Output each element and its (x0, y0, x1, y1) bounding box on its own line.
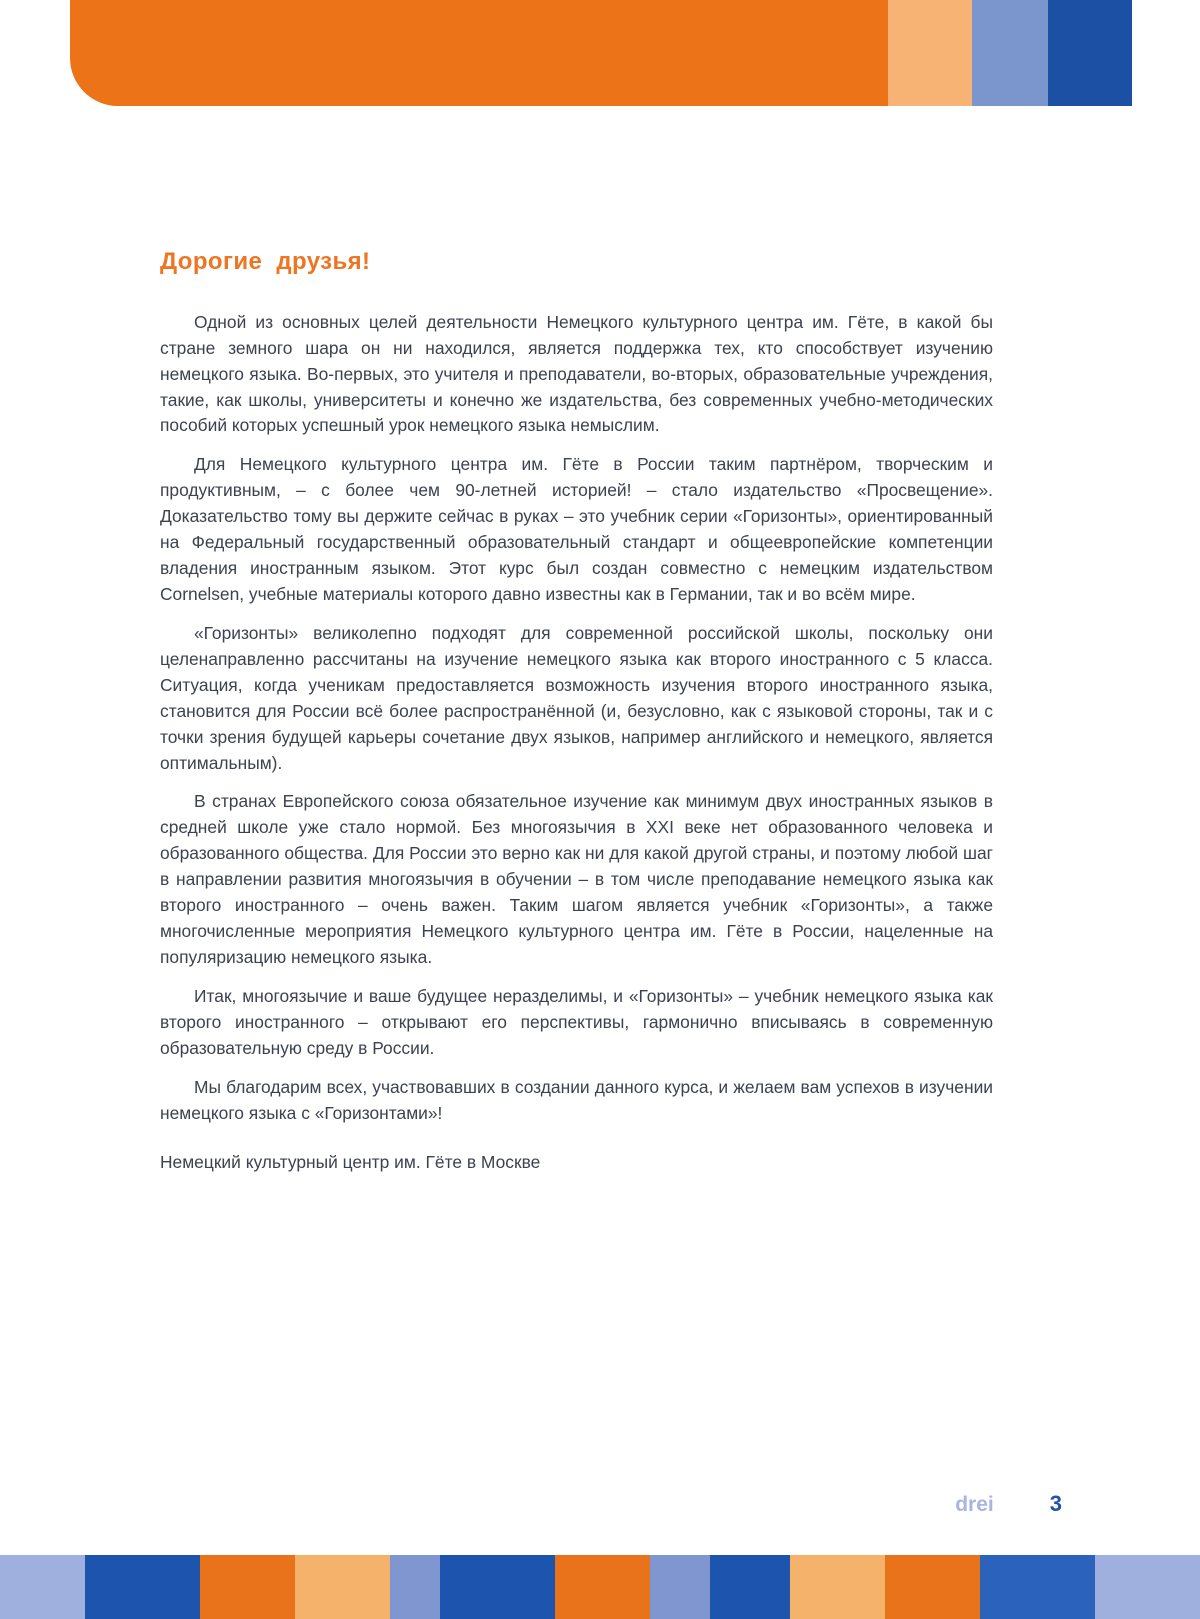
strip-block-13 (1095, 1555, 1200, 1619)
strip-block-8 (650, 1555, 710, 1619)
page-number: 3 (1049, 1491, 1062, 1516)
strip-block-5 (390, 1555, 440, 1619)
footer-color-strip (0, 1555, 1200, 1619)
strip-block-11 (885, 1555, 980, 1619)
strip-block-3 (200, 1555, 295, 1619)
page-number-word: drei (955, 1493, 994, 1516)
paragraph-4: В странах Европейского союза обязательное изучение как минимум двух иностранных языков в средней школе уже стало нормой. Без многоязычия в XXI веке нет образованного человека и образованного общества. Для России это верно как ни для какой другой страны, и поэтому любой шаг в направлении развития многоязычия в обучении – в том числе преподавание немецкого языка как второго иностранного – очень важен. Таким шагом является учебник «Горизонты», а также многочисленные мероприятия Немецкого культурного центра им. Гёте в России, нацеленные на популяризацию немецкого языка. (160, 791, 993, 967)
strip-block-6 (440, 1555, 555, 1619)
strip-block-4 (295, 1555, 390, 1619)
page-title: Дорогие друзья! (160, 248, 371, 275)
header-block-dark-blue (1048, 0, 1132, 106)
strip-block-10 (790, 1555, 885, 1619)
strip-block-7 (555, 1555, 650, 1619)
paragraph-5: Итак, многоязычие и ваше будущее неразделимы, и «Горизонты» – учебник немецкого языка как второго иностранного – открывают его перспективы, гармонично вписываясь в современную образовательную среду в России. (160, 985, 993, 1058)
paragraph-2: Для Немецкого культурного центра им. Гёте в России таким партнёром, творческим и продуктивным, – с более чем 90-летней историей! – стало издательство «Просвещение». Доказательство тому вы держите сейчас в руках – это учебник серии «Горизонты», ориентированный на Федеральный государственный образовательный стандарт и общеевропейские компетенции владения иностранным языком. Этот курс был создан совместно с немецким издательством Cornelsen, учебные материалы которого давно известны как в Германии, так и во всём мире. (160, 454, 993, 604)
closing-line: Немецкий культурный центр им. Гёте в Москве (160, 1152, 541, 1173)
header-block-light-orange (888, 0, 972, 106)
strip-block-1 (0, 1555, 85, 1619)
strip-block-2 (85, 1555, 200, 1619)
paragraph-1: Одной из основных целей деятельности Немецкого культурного центра им. Гёте, в какой бы стране земного шара он ни находился, является поддержка тех, кто способствует изучению немецкого языка. Во-первых, это учителя и преподаватели, во-вторых, образовательные учреждения, такие, как школы, университеты и конечно же издательства, без современных учебно-методических пособий которых успешный урок немецкого языка немыслим. (160, 311, 993, 436)
paragraph-3: «Горизонты» великолепно подходят для современной российской школы, поскольку они целенаправленно рассчитаны на изучение немецкого языка как второго иностранного с 5 класса. Ситуация, когда ученикам предоставляется возможность изучения второго иностранного языка, становится для России всё более распространённой (и, безусловно, как с языковой стороны, так и с точки зрения будущей карьеры сочетание двух языков, например английского и немецкого, является оптимальным). (160, 622, 993, 773)
strip-block-12 (980, 1555, 1095, 1619)
page-content (160, 244, 993, 1189)
header-block-periwinkle (972, 0, 1048, 106)
strip-block-9 (710, 1555, 790, 1619)
header-color-blocks (70, 0, 1132, 106)
header-bar-orange (70, 0, 888, 106)
page-number-area (955, 1491, 1062, 1517)
paragraph-6: Мы благодарим всех, участвовавших в создании данного курса, и желаем вам успехов в изучении немецкого языка с «Горизонтами»! (160, 1076, 993, 1123)
